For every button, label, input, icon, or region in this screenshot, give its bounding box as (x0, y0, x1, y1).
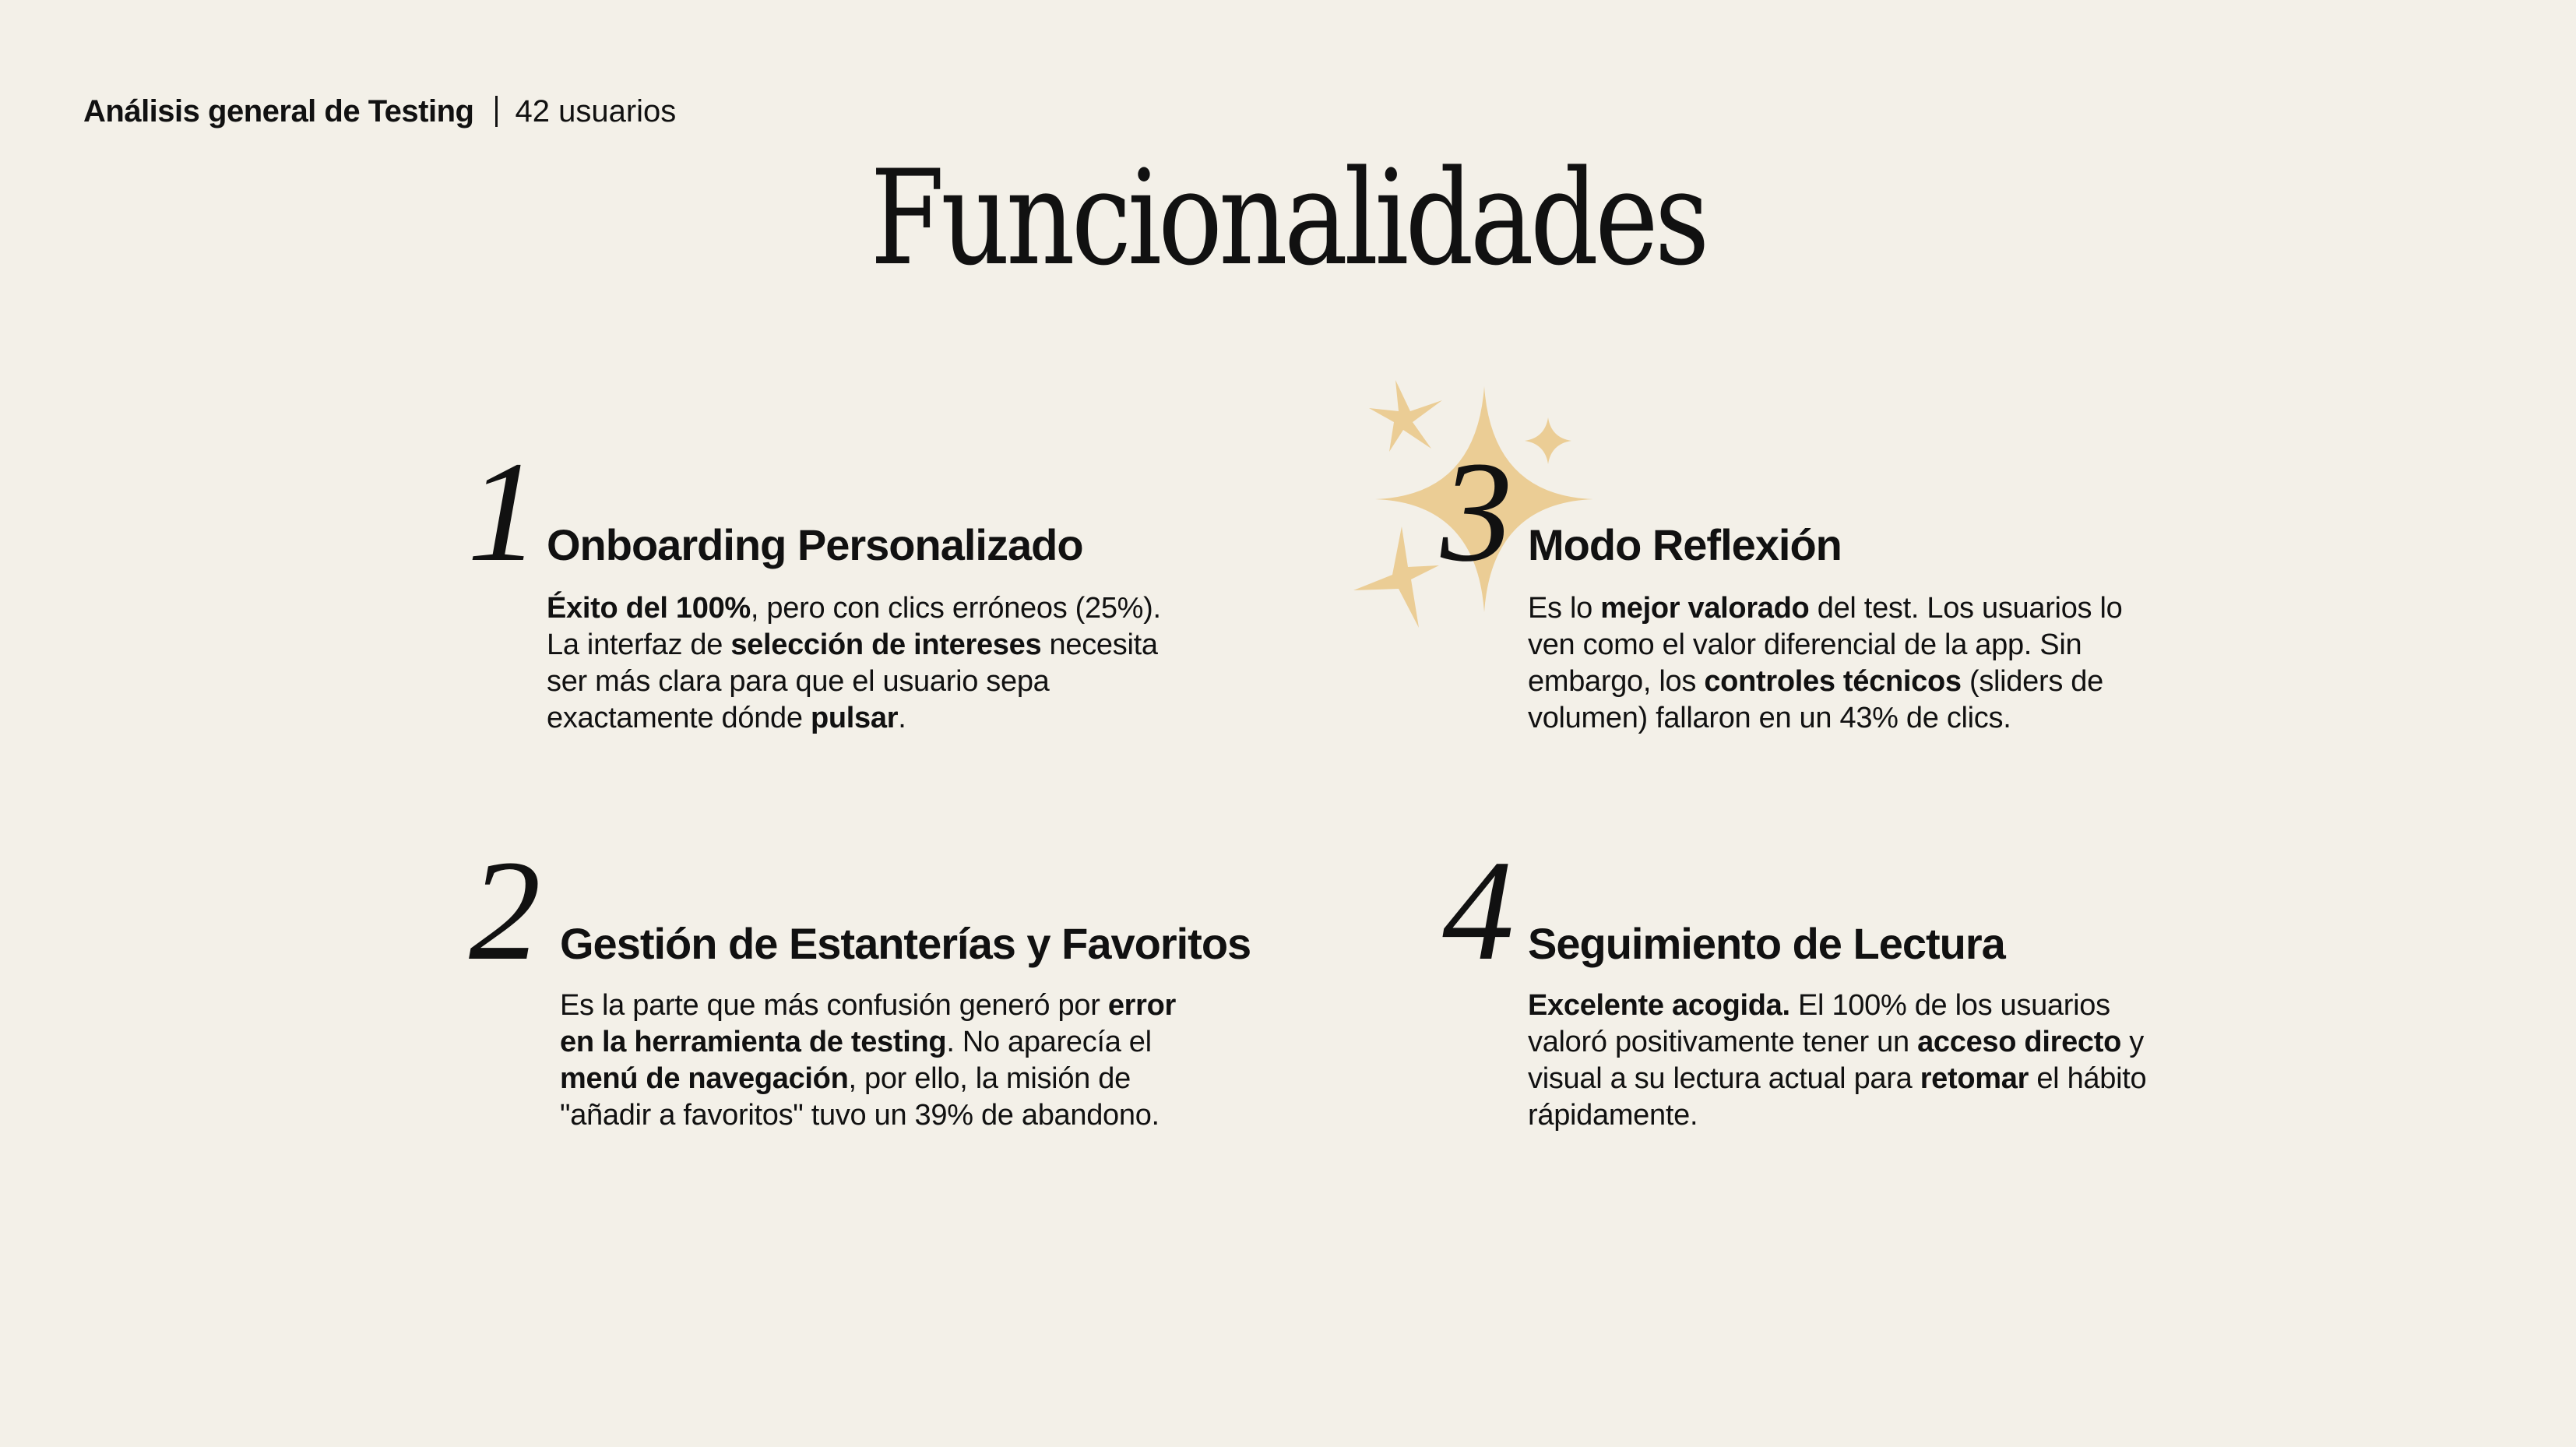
feature-title: Seguimiento de Lectura (1528, 919, 2005, 968)
feature-number: 1 (467, 432, 540, 592)
body-text: El 100% de los usuarios valoró positivamente tener un (1528, 989, 2110, 1058)
emphasis-text: Excelente acogida. (1528, 989, 1790, 1022)
feature-number: 2 (469, 831, 541, 991)
feature-description (1528, 988, 2174, 1134)
emphasis-text: controles técnicos (1704, 665, 1962, 698)
body-text: (sliders de volumen) fallaron en un 43% de clics. (1528, 665, 2103, 734)
emphasis-text: pulsar (810, 702, 899, 734)
header-divider (495, 96, 498, 127)
body-text: , por ello, la misión de "añadir a favoritos" tuvo un 39% de abandono. (560, 1062, 1160, 1132)
emphasis-text: menú de navegación (560, 1062, 849, 1095)
body-text: del test. Los usuarios lo ven como el valor diferencial de la app. Sin embargo, los (1528, 592, 2123, 698)
feature-number: 4 (1442, 831, 1515, 991)
emphasis-text: acceso directo (1917, 1026, 2122, 1058)
emphasis-text: retomar (1920, 1062, 2029, 1095)
slide-header (83, 92, 676, 131)
emphasis-text: error en la herramienta de testing (560, 989, 1177, 1058)
page-title: Funcionalidades (870, 142, 1706, 294)
feature-title: Onboarding Personalizado (547, 520, 1083, 569)
feature-title: Gestión de Estanterías y Favoritos (560, 919, 1251, 968)
feature-title: Modo Reflexión (1528, 520, 1842, 569)
body-text: , pero con clics erróneos (25%). La interfaz de (547, 592, 1161, 661)
feature-description (560, 988, 1183, 1134)
body-text: el hábito rápidamente. (1528, 1062, 2147, 1132)
emphasis-text: Éxito del 100% (547, 592, 751, 625)
body-text: y visual a su lectura actual para (1528, 1026, 2144, 1095)
emphasis-text: mejor valorado (1600, 592, 1810, 625)
body-text: . (898, 702, 906, 734)
users-count: 42 usuarios (515, 94, 677, 129)
body-text: Es lo (1528, 592, 1601, 625)
report-title: Análisis general de Testing (83, 94, 474, 129)
body-text: . No aparecía el (946, 1026, 1152, 1058)
body-text: necesita ser más clara para que el usuario sepa exactamente dónde (547, 628, 1158, 734)
emphasis-text: selección de intereses (730, 628, 1042, 661)
feature-number: 3 (1441, 432, 1513, 592)
feature-description (547, 590, 1162, 737)
feature-description (1528, 590, 2151, 737)
body-text: Es la parte que más confusión generó por (560, 989, 1108, 1022)
